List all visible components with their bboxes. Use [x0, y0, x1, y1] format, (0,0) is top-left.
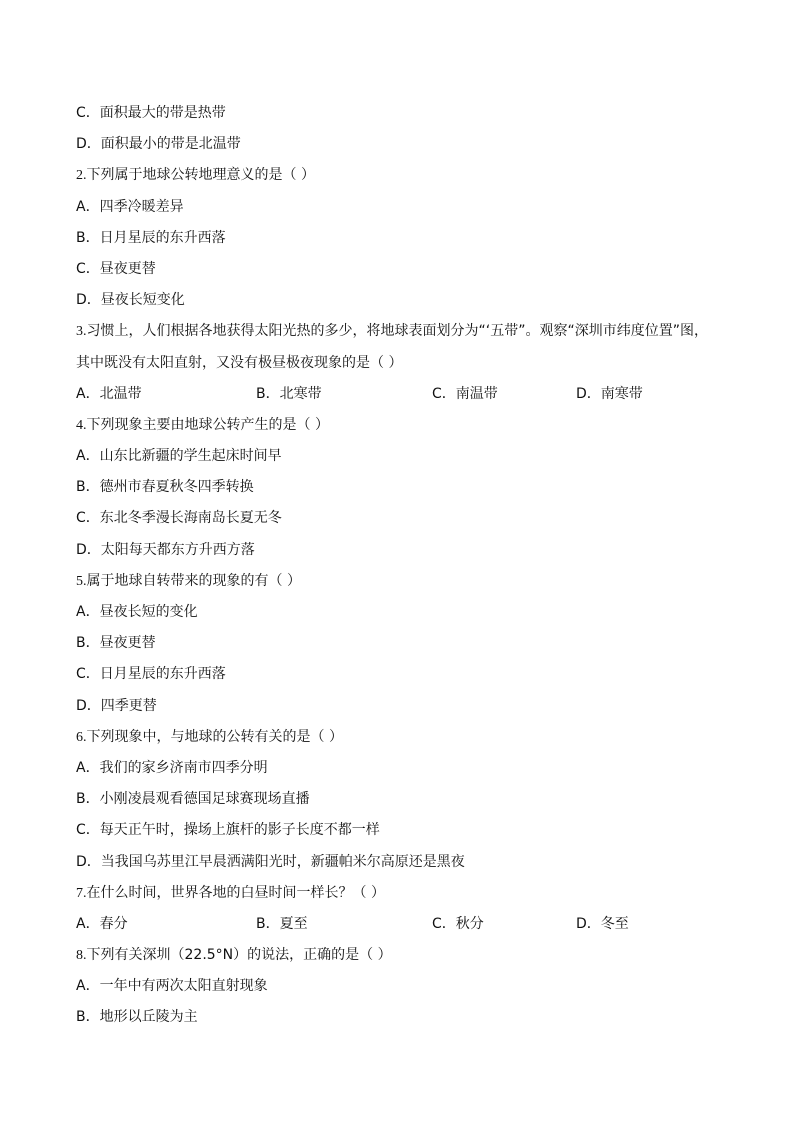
- q5-option-c: C．日月星辰的东升西落: [76, 666, 226, 683]
- question-8-stem: [76, 940, 736, 971]
- question-7-stem: [76, 878, 736, 909]
- q3-options: [76, 379, 736, 410]
- question-number: 5.: [76, 573, 87, 589]
- q3-option-d: D．南寒带: [576, 385, 643, 402]
- question-5-stem: [76, 566, 736, 597]
- q7-option-b: B．夏至: [256, 915, 308, 932]
- q5-option-b: B．昼夜更替: [76, 635, 156, 652]
- prev-option-c: C．面积最大的带是热带: [76, 105, 226, 121]
- q4-option-a: A．山东比新疆的学生起床时间早: [76, 448, 282, 465]
- q3-option-c: C．南温带: [432, 385, 498, 402]
- question-text: 下列有关深圳（22.5°N）的说法，正确的是（ ）: [86, 947, 392, 964]
- question-text: 习惯上，人们根据各地获得太阳光热的多少，将地球表面划分为“‘五带”。观察“深圳市纬度位置”图，: [86, 323, 708, 340]
- question-3-stem-cont: 其中既没有太阳直射，又没有极昼极夜现象的是（ ）: [76, 354, 403, 371]
- q7-option-d: D．冬至: [576, 915, 629, 932]
- q6-option-d: D．当我国乌苏里江早晨洒满阳光时，新疆帕米尔高原还是黑夜: [76, 853, 465, 870]
- q5-option-a: A．昼夜长短的变化: [76, 604, 198, 620]
- question-number: 6.: [76, 729, 87, 745]
- question-text: 下列现象主要由地球公转产生的是（ ）: [86, 416, 329, 433]
- question-text: 下列现象中，与地球的公转有关的是（ ）: [86, 728, 343, 745]
- q5-option-d: D．四季更替: [76, 697, 157, 714]
- question-text: 属于地球自转带来的现象的有（ ）: [86, 572, 301, 589]
- question-2-stem: [76, 160, 736, 191]
- question-text: 下列属于地球公转地理意义的是（ ）: [86, 167, 315, 184]
- question-4-stem: [76, 410, 736, 441]
- question-6-stem: [76, 722, 736, 753]
- q6-option-a: A．我们的家乡济南市四季分明: [76, 759, 268, 776]
- q6-option-c: C．每天正午时，操场上旗杆的影子长度不都一样: [76, 822, 380, 839]
- prev-option-d: D．面积最小的带是北温带: [76, 136, 241, 153]
- q8-option-b: B．地形以丘陵为主: [76, 1009, 198, 1026]
- q4-option-d: D．太阳每天都东方升西方落: [76, 541, 255, 558]
- q7-option-a: A．春分: [76, 915, 128, 932]
- q3-option-a: A．北温带: [76, 385, 142, 402]
- q8-option-a: A．一年中有两次太阳直射现象: [76, 978, 268, 995]
- question-3-stem: [76, 316, 736, 347]
- q4-option-b: B．德州市春夏秋冬四季转换: [76, 479, 254, 496]
- question-number: 7.: [76, 885, 87, 901]
- q2-option-d: D．昼夜长短变化: [76, 292, 185, 309]
- q6-option-b: B．小刚凌晨观看德国足球赛现场直播: [76, 791, 310, 808]
- question-list: [76, 98, 736, 1034]
- question-number: 2.: [76, 168, 87, 184]
- question-number: 4.: [76, 417, 87, 433]
- q7-option-c: C．秋分: [432, 915, 484, 932]
- question-number: 3.: [76, 324, 87, 340]
- q4-option-c: C．东北冬季漫长海南岛长夏无冬: [76, 510, 282, 527]
- q2-option-c: C．昼夜更替: [76, 260, 156, 277]
- q3-option-b: B．北寒带: [256, 385, 322, 402]
- question-number: 8.: [76, 948, 87, 964]
- q2-option-a: A．四季冷暖差异: [76, 198, 184, 215]
- q7-options: [76, 909, 736, 940]
- question-text: 在什么时间，世界各地的白昼时间一样长？（ ）: [86, 884, 385, 901]
- q2-option-b: B．日月星辰的东升西落: [76, 229, 226, 246]
